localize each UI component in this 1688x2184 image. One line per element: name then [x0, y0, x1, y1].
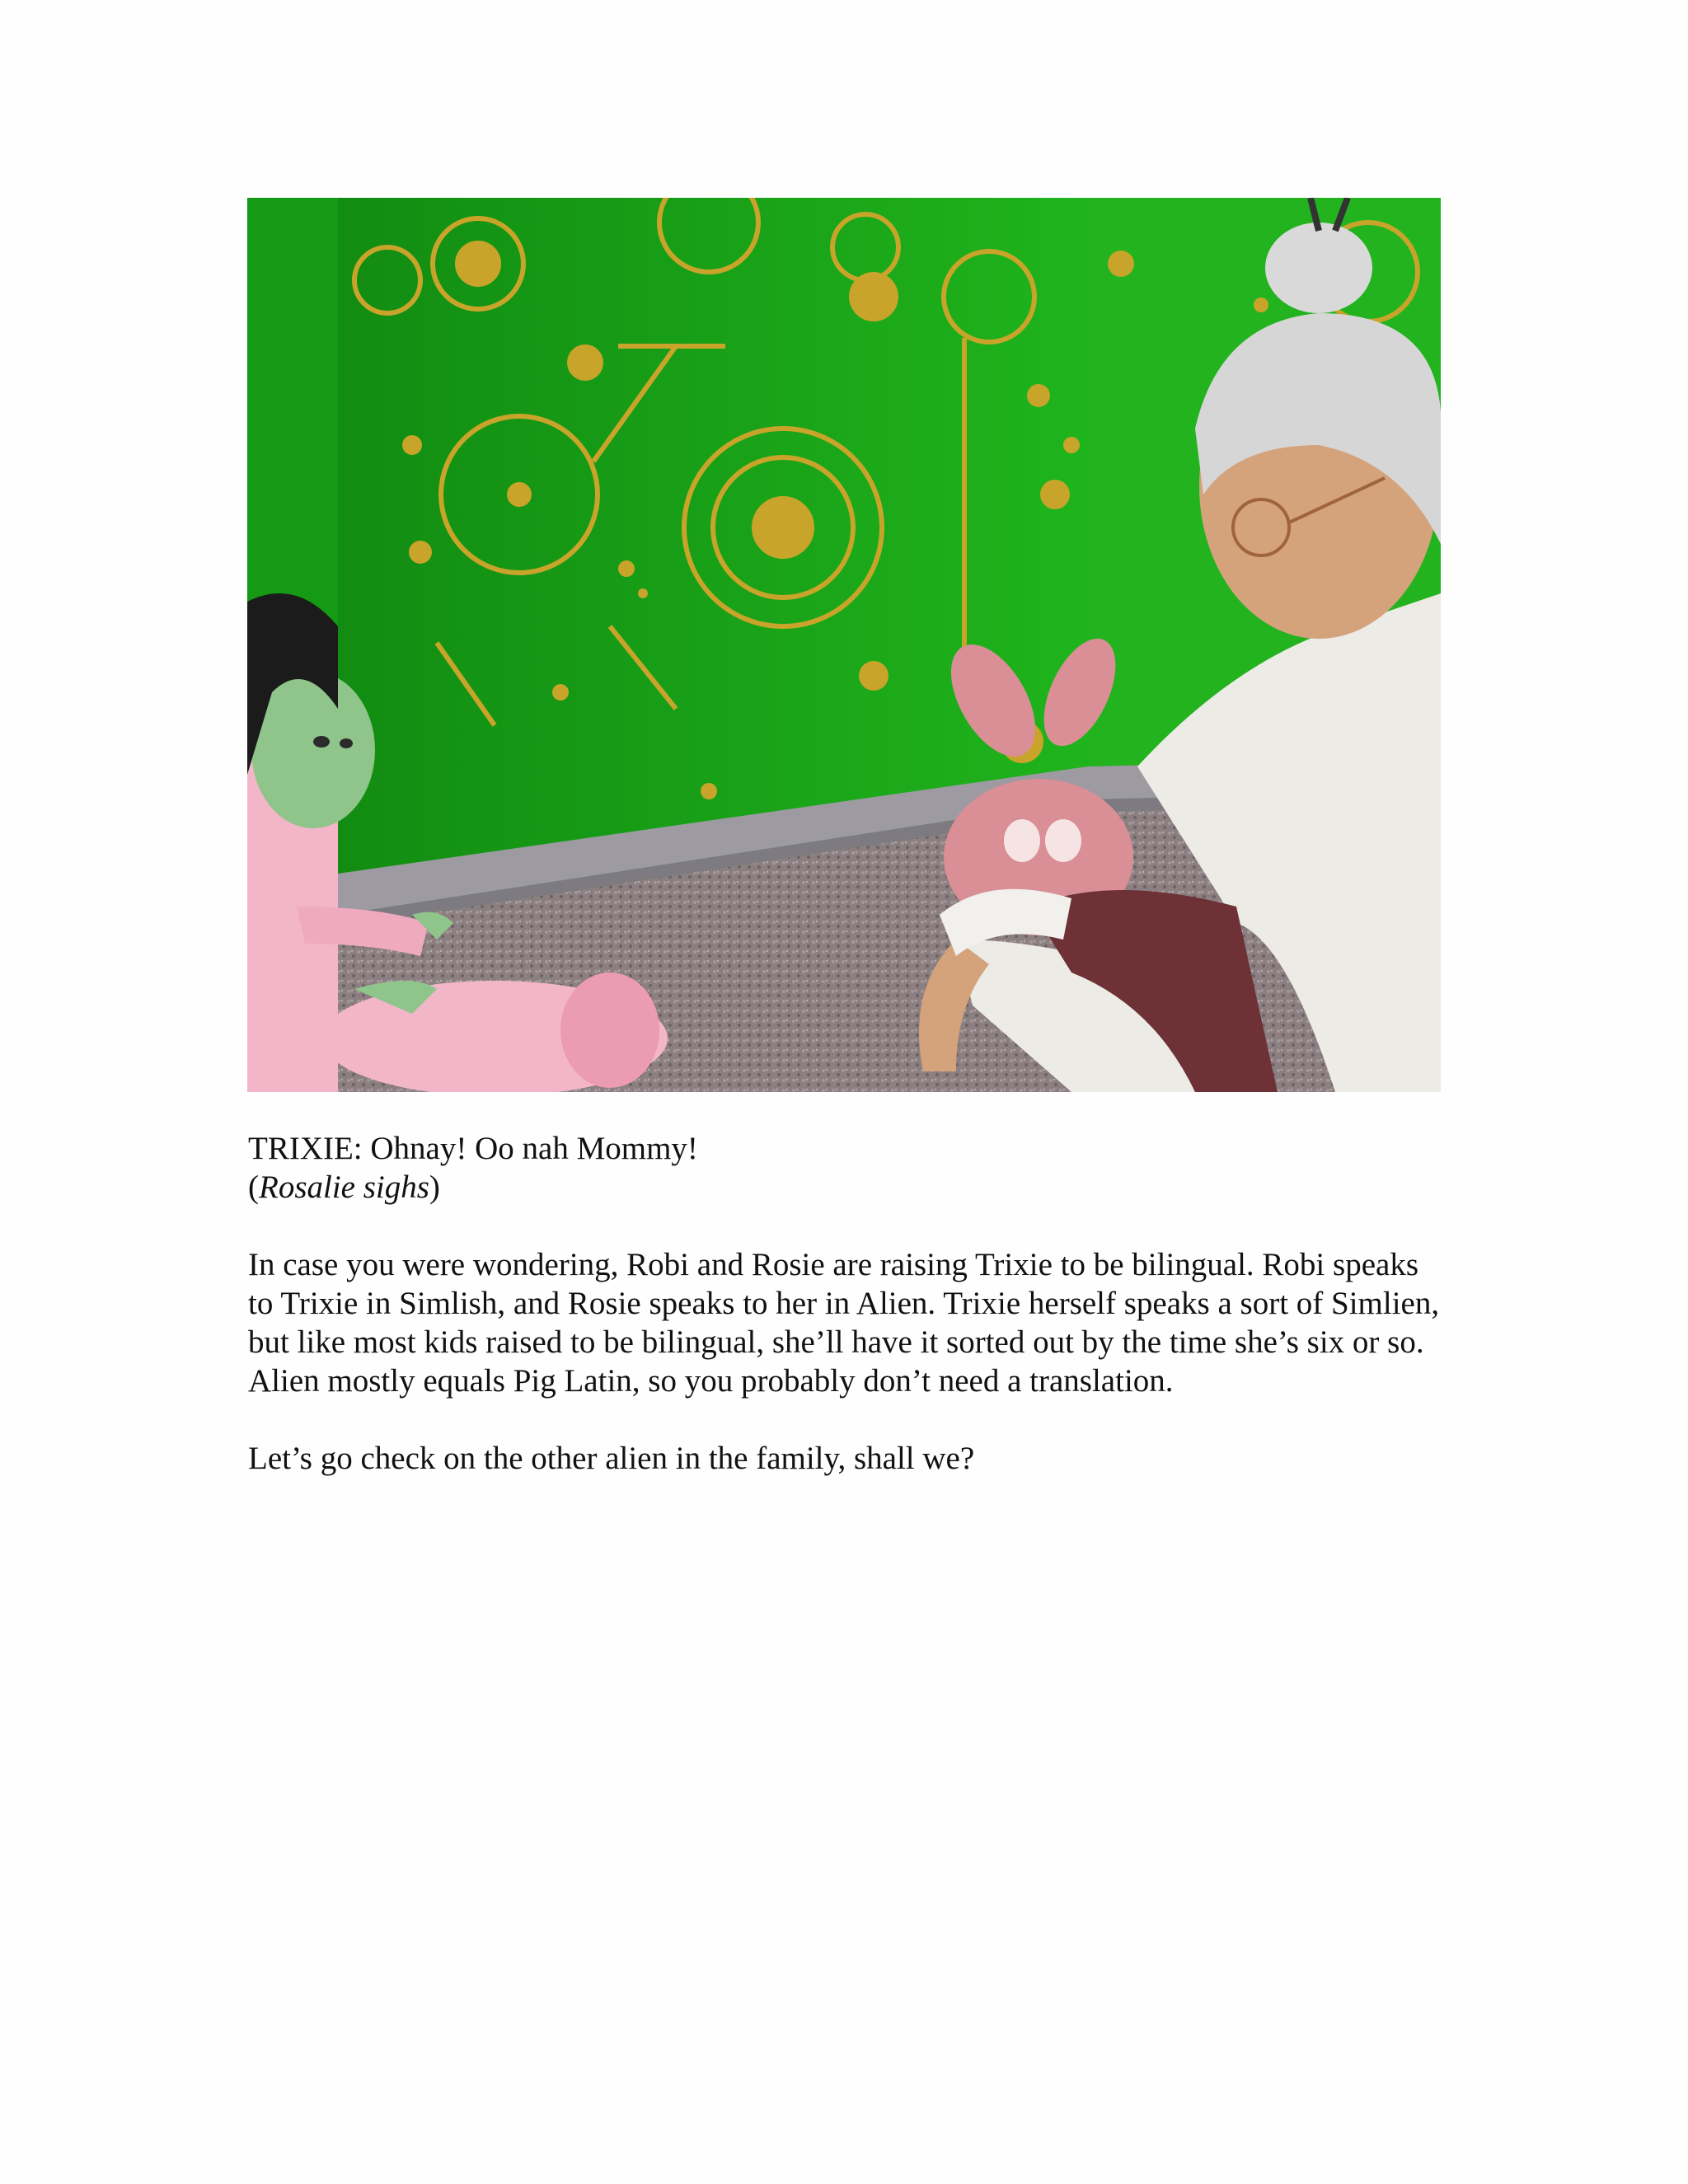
game-screenshot [247, 198, 1441, 1092]
dialogue-line: TRIXIE: Ohnay! Oo nah Mommy! [248, 1131, 698, 1166]
scene-illustration [247, 198, 1441, 1092]
stage-direction: (Rosalie sighs) [248, 1169, 440, 1205]
stage-direction-text: Rosalie sighs [259, 1169, 429, 1205]
narration-paragraph: Let’s go check on the other alien in the family, shall we? [248, 1441, 975, 1476]
story-text [248, 1129, 1443, 1478]
narration-paragraph: In case you were wondering, Robi and Rosie are raising Trixie to be bilingual. Robi speaks to Trixie in Simlish, and Rosie speaks to her in Alien. Trixie herself speaks a sort of Simlien, but like most kids raised to be bilingual, she’ll have it sorted out by the time she’s six or so. Alien mostly equals Pig Latin, so you probably don’t need a translation. [248, 1247, 1440, 1399]
